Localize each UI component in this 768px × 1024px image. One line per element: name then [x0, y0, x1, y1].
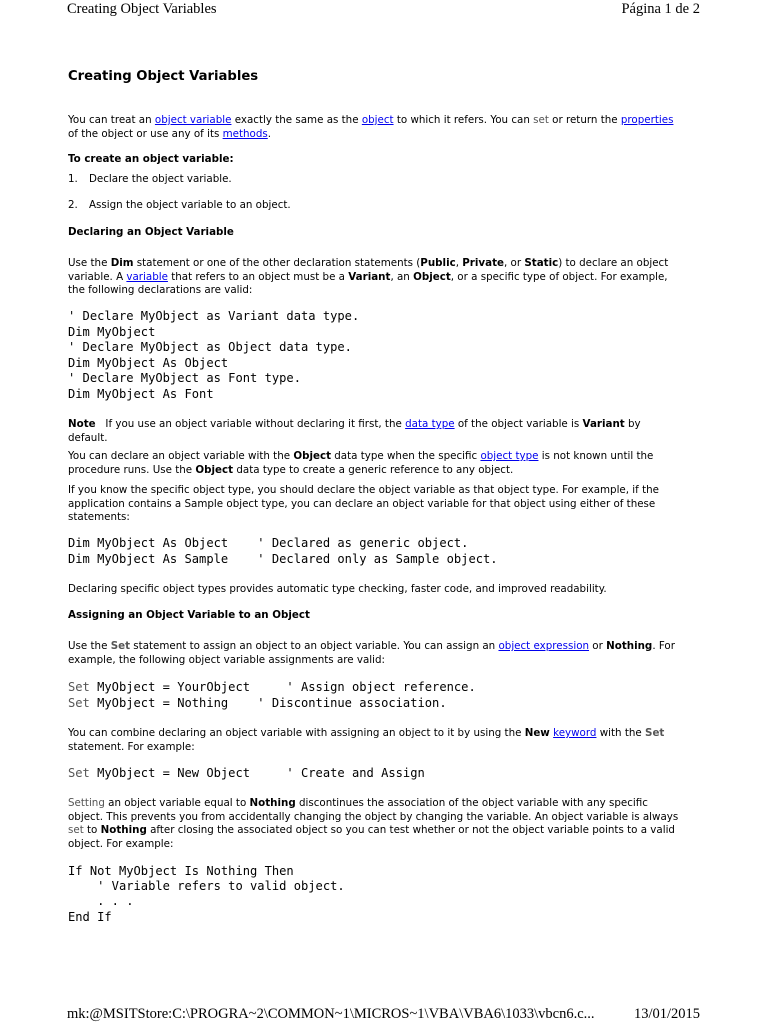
bold-new: New [524, 727, 550, 739]
code-block-assignments [68, 680, 702, 711]
code-line: ' Declare MyObject as Font type. [68, 371, 301, 386]
text: statement to assign an object to an object variable. You can assign an [130, 640, 499, 652]
text: If you use an object variable without declaring it first, the [95, 418, 406, 430]
step-number: 2. [68, 199, 78, 211]
code-line: Dim MyObject As Font [68, 386, 214, 401]
create-heading: To create an object variable: [68, 153, 234, 165]
note-paragraph [68, 418, 702, 445]
code-line: ' Variable refers to valid object. [68, 879, 345, 894]
text: is not known until the [538, 450, 654, 462]
assigning-paragraph-2 [68, 727, 702, 754]
text: by [624, 418, 641, 430]
assigning-heading: Assigning an Object Variable to an Object [68, 609, 310, 621]
print-header-page: Página 1 de 2 [621, 1, 700, 17]
print-footer [67, 1006, 700, 1023]
code-line: ' Declare MyObject as Variant data type. [68, 309, 360, 323]
bold-object: Object [195, 463, 234, 476]
bold-variant: Variant [582, 418, 625, 430]
text: variable. A [68, 270, 127, 283]
step-number: 1. [68, 173, 78, 185]
code-block-declarations [68, 309, 702, 403]
text: , or [504, 257, 525, 269]
text: example, the following object variable assignments are valid: [68, 653, 386, 666]
declaring-paragraph-2 [68, 450, 702, 477]
bold-set: Set [645, 727, 665, 739]
code-line: MyObject = Nothing ' Discontinue association. [89, 695, 447, 710]
text: the following declarations are valid: [68, 284, 253, 297]
assigning-paragraph-1 [68, 640, 702, 667]
note-label: Note [68, 418, 96, 430]
bold-private: Private [462, 257, 504, 269]
bold-nothing: Nothing [606, 640, 653, 652]
text: procedure runs. Use the [68, 463, 196, 476]
print-header [67, 1, 700, 18]
bold-object: Object [413, 270, 451, 283]
bold-dim: Dim [110, 257, 134, 269]
code-line: ' Declare MyObject as Object data type. [68, 340, 352, 355]
code-block-typed-declarations [68, 536, 702, 567]
text: of the object variable is [454, 418, 583, 430]
link-data-type[interactable]: data type [405, 418, 455, 430]
code-line: Dim MyObject As Object ' Declared as generic object. [68, 536, 469, 550]
code-line: Dim MyObject As Object [68, 355, 229, 370]
text: object. This prevents you from accidentally changing the object by changing the variable. An object variable is always [68, 810, 679, 823]
declaring-paragraph-3 [68, 484, 702, 525]
declaring-heading: Declaring an Object Variable [68, 226, 234, 238]
text: or [589, 640, 607, 652]
code-line: Dim MyObject [68, 324, 156, 339]
code-block-new-object [68, 766, 702, 782]
bold-static: Static [524, 257, 559, 269]
text: of the object or use any of its [68, 127, 223, 140]
bold-public: Public [420, 257, 456, 269]
text: Use the [68, 640, 111, 652]
code-line: Dim MyObject As Sample ' Declared only as Sample object. [68, 551, 498, 566]
text: If you know the specific object type, you should declare the object variable as that object type. For example, if the [68, 484, 659, 496]
text: . [267, 127, 272, 140]
assigning-paragraph-3 [68, 797, 702, 851]
code-line: MyObject = YourObject ' Assign object reference. [89, 680, 476, 694]
print-footer-path: mk:@MSITStore:C:\PROGRA~2\COMMON~1\MICROS~1\VBA\VBA6\1033\vbcn6.c... [67, 1006, 595, 1022]
text: data type to create a generic reference to any object. [233, 463, 514, 476]
text: data type when the specific [331, 450, 481, 462]
text: . For [652, 640, 675, 652]
keyword-setting: Setting [68, 797, 105, 809]
keyword-set: set [533, 114, 549, 126]
bold-nothing: Nothing [249, 797, 296, 809]
step-item [68, 199, 702, 213]
text: that refers to an object must be a [167, 270, 349, 283]
text: application contains a Sample object type, you can declare an object variable for that object using either of these [68, 497, 656, 510]
text: an object variable equal to [104, 797, 250, 809]
print-footer-date: 13/01/2015 [633, 1006, 700, 1022]
link-properties[interactable]: properties [620, 114, 674, 126]
link-keyword[interactable]: keyword [553, 727, 597, 739]
declaring-paragraph-1 [68, 257, 702, 298]
page-title: Creating Object Variables [68, 69, 259, 84]
text: , [455, 257, 463, 269]
text: or return the [548, 114, 621, 126]
link-object-type[interactable]: object type [480, 450, 539, 462]
bold-set: Set [110, 640, 131, 652]
code-line: . . . [68, 894, 134, 909]
text: You can declare an object variable with the [68, 450, 294, 462]
text: Use the [68, 257, 111, 269]
text: You can treat an [68, 114, 155, 126]
code-block-if-nothing [68, 864, 702, 925]
code-line: If Not MyObject Is Nothing Then [68, 864, 294, 878]
declaring-paragraph-4: Declaring specific object types provides automatic type checking, faster code, and improved readability. [68, 583, 607, 595]
code-keyword: Set [68, 766, 90, 780]
text: to [83, 824, 101, 837]
link-methods[interactable]: methods [222, 127, 268, 140]
step-item [68, 173, 702, 187]
link-object[interactable]: object [361, 114, 394, 126]
link-variable[interactable]: variable [126, 270, 168, 283]
text: exactly the same as the [231, 114, 362, 126]
text: object. For example: [68, 837, 174, 850]
step-text: Declare the object variable. [89, 173, 232, 185]
text: with the [596, 727, 646, 739]
code-line: End If [68, 909, 112, 924]
text: discontinues the association of the object variable with any specific [295, 797, 648, 809]
text: default. [68, 431, 108, 444]
link-object-variable[interactable]: object variable [154, 114, 232, 126]
code-line: MyObject = New Object ' Create and Assign [89, 766, 425, 780]
text: , an [390, 270, 414, 283]
keyword-set: set [68, 824, 84, 837]
intro-paragraph [68, 114, 702, 141]
bold-object: Object [293, 450, 331, 462]
bold-variant: Variant [348, 270, 391, 283]
bold-nothing: Nothing [100, 824, 147, 837]
text: to which it refers. You can [393, 114, 534, 126]
text: statement. For example: [68, 740, 195, 753]
code-keyword: Set [68, 680, 90, 694]
code-keyword: Set [68, 695, 90, 710]
text: You can combine declaring an object variable with assigning an object to it by using the [68, 727, 525, 739]
text: , or a specific type of object. For example, [450, 270, 668, 283]
link-object-expression[interactable]: object expression [498, 640, 590, 652]
text: ) to declare an object [558, 257, 669, 269]
print-header-title: Creating Object Variables [67, 1, 217, 17]
text: after closing the associated object so you can test whether or not the object variable points to a valid [146, 824, 675, 837]
step-text: Assign the object variable to an object. [89, 199, 291, 211]
text: statements: [68, 511, 130, 524]
text: statement or one of the other declaration statements ( [133, 257, 421, 269]
